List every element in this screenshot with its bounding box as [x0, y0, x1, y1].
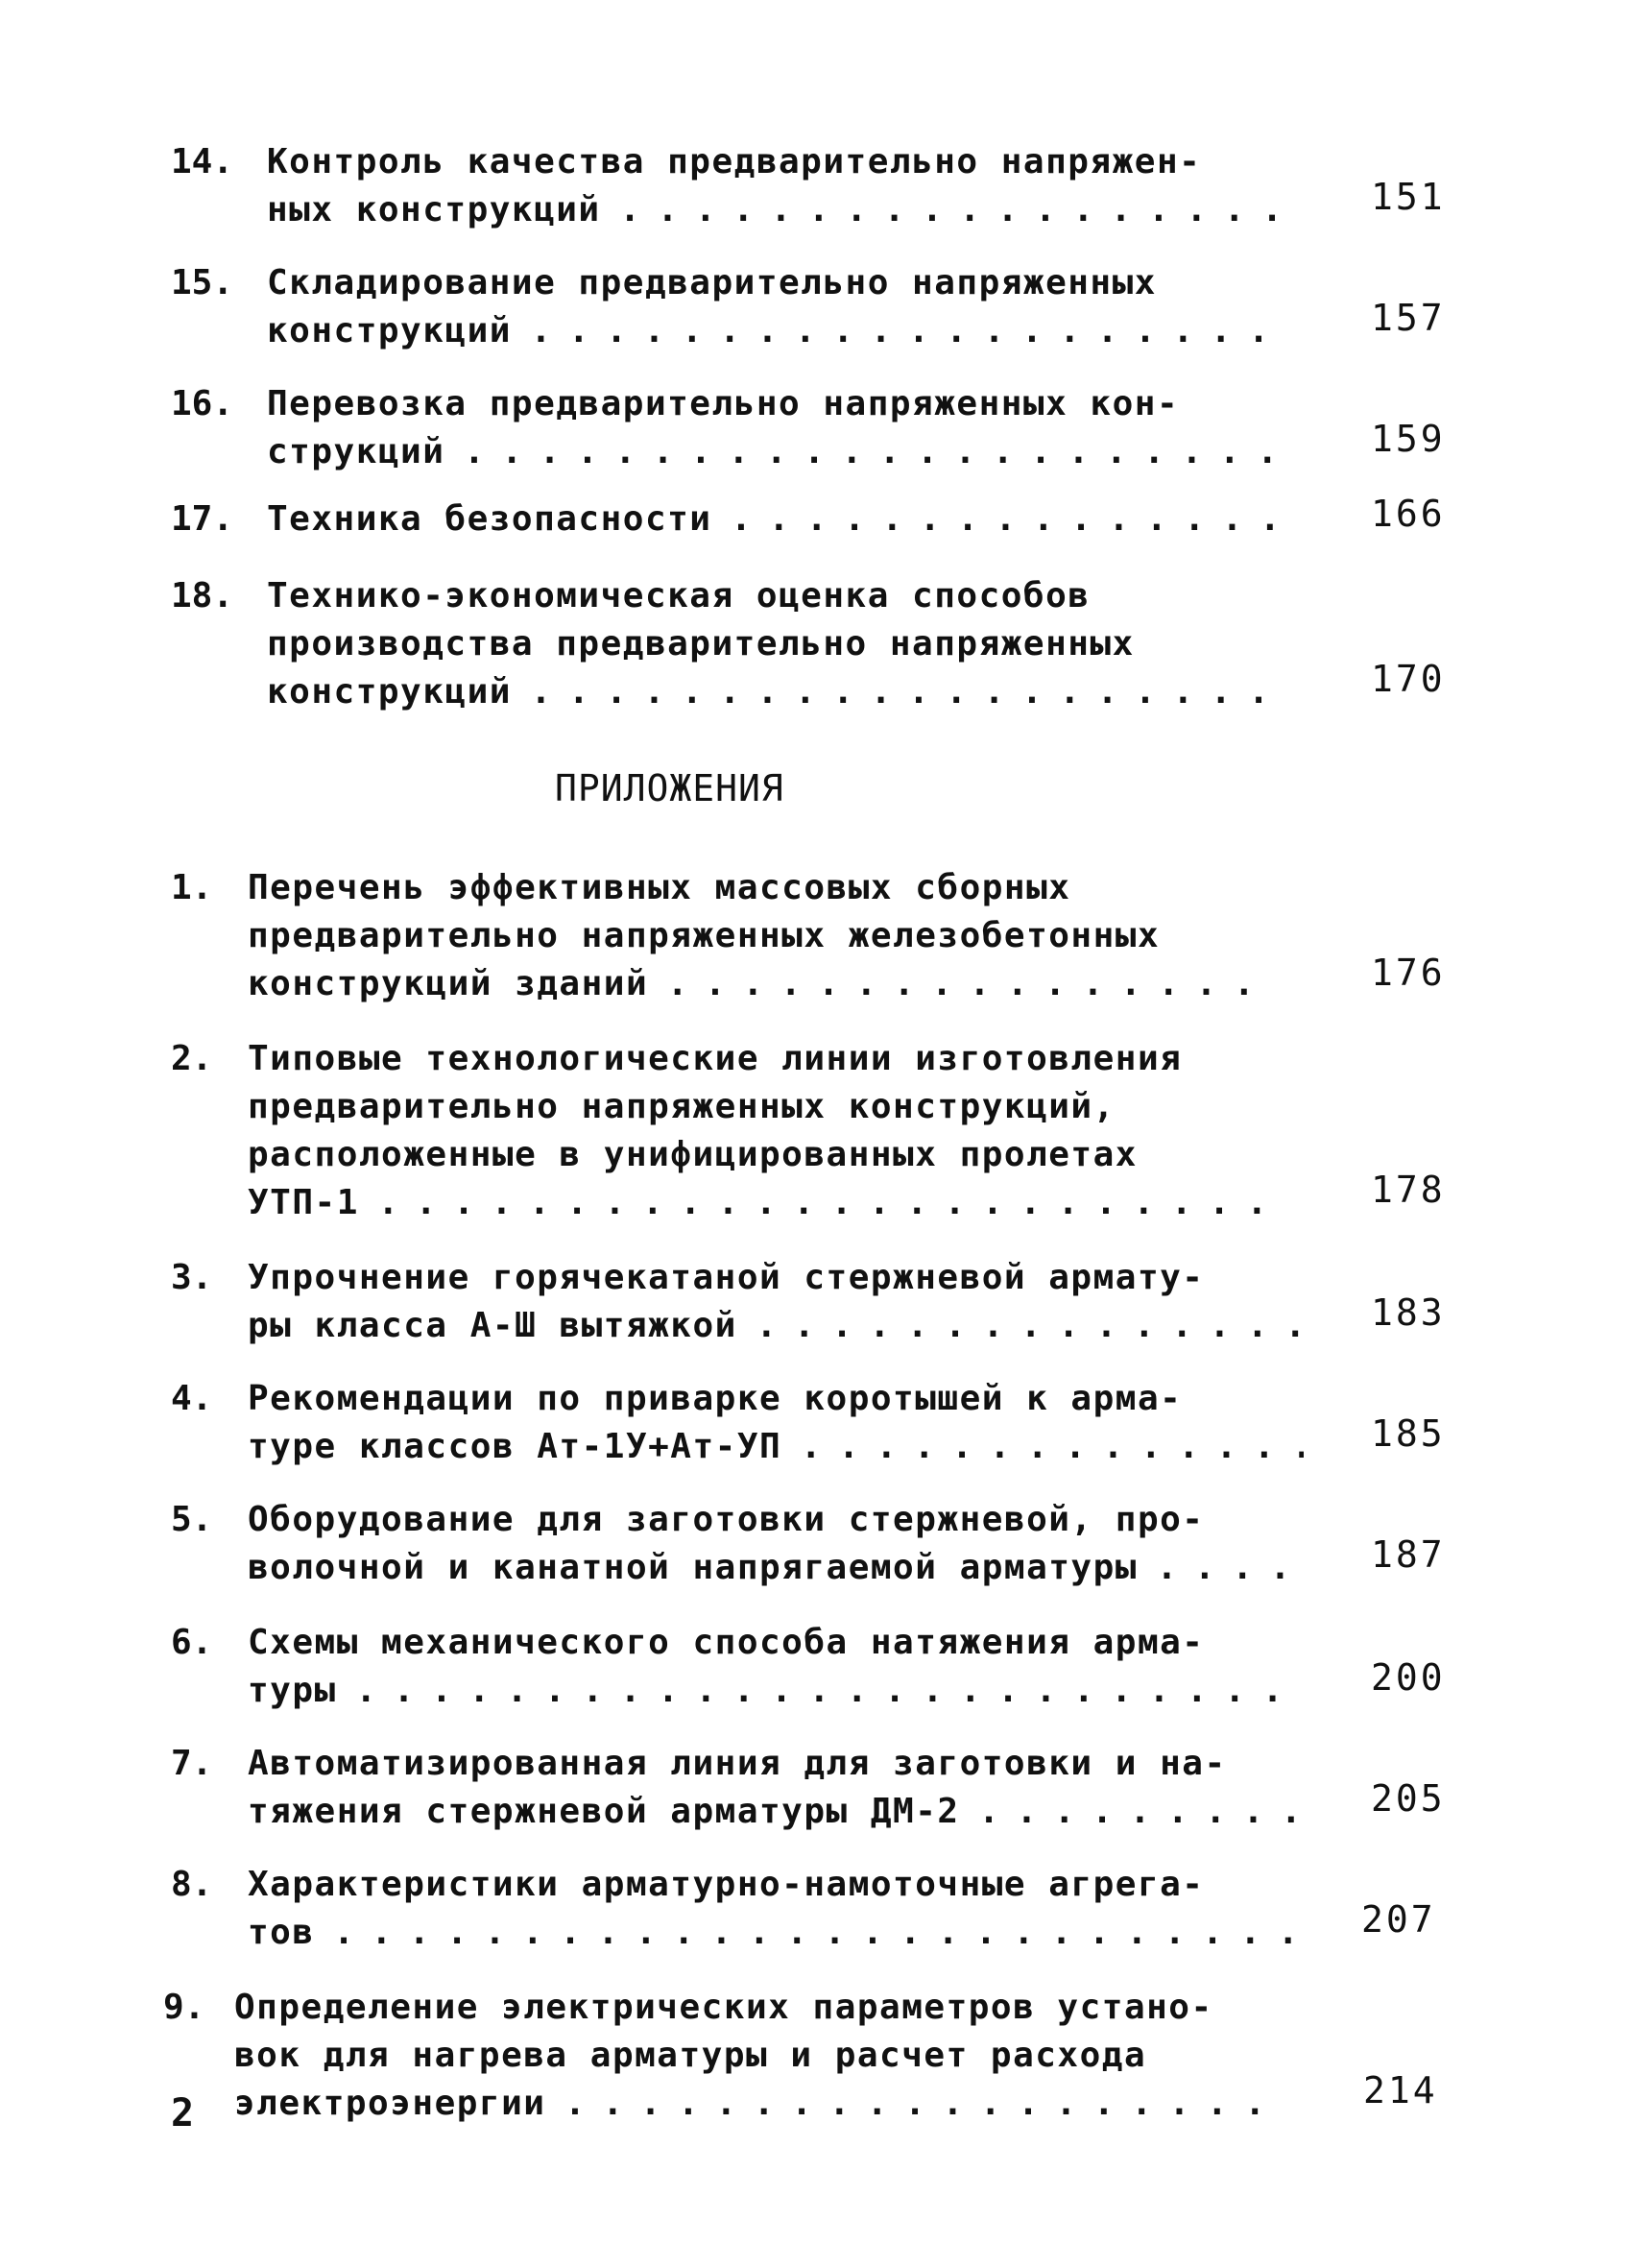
entry-number: 3.: [171, 1258, 213, 1297]
entry-title-line: волочной и канатной напрягаемой арматуры . . .: [248, 1544, 1304, 1592]
entry-number: 2.: [171, 1039, 213, 1078]
entry-title-line: Характеристики арматурно-намоточные агрега-: [248, 1865, 1205, 1904]
entry-number: 5.: [171, 1500, 213, 1539]
entry-number: 9.: [163, 1988, 205, 2027]
entry-title-line: тяжения стержневой арматуры ДМ-2 . . .: [248, 1788, 1304, 1836]
entry-title-line: Складирование предварительно напряженных: [267, 263, 1157, 302]
entry-title-line: Рекомендации по приварке коротышей к арма-: [248, 1379, 1183, 1418]
entry-title-line: ры класса А-Ш вытяжкой . . .: [248, 1302, 1304, 1350]
entry-title-line: Технико-экономическая оценка способов: [267, 576, 1091, 615]
entry-number: 4.: [171, 1379, 213, 1418]
entry-page-number: 151: [1371, 176, 1446, 218]
entry-page-number: 166: [1371, 493, 1446, 535]
entry-title-line: Перечень эффективных массовых сборных: [248, 868, 1071, 907]
entry-number: 15.: [171, 263, 234, 302]
entry-title-line: вок для нагрева арматуры и расчет расхода: [234, 2036, 1147, 2075]
entry-number: 17.: [171, 499, 234, 539]
entry-title-line: Оборудование для заготовки стержневой, про-: [248, 1500, 1205, 1539]
entry-page-number: 185: [1371, 1412, 1446, 1455]
entry-page-number: 176: [1371, 952, 1446, 994]
entry-title-line: ных конструкций . . .: [267, 186, 1284, 234]
entry-number: 1.: [171, 868, 213, 907]
entry-title-line: электроэнергии . . .: [234, 2080, 1271, 2128]
entry-title-line: туре классов Ат-1У+Ат-УП . . .: [248, 1423, 1304, 1471]
entry-page-number: 157: [1371, 297, 1446, 339]
entry-title-line: Упрочнение горячекатаной стержневой армату-: [248, 1258, 1205, 1297]
entry-title-line: Контроль качества предварительно напряжен-: [267, 142, 1202, 181]
entry-page-number: 187: [1371, 1533, 1446, 1576]
entry-number: 7.: [171, 1744, 213, 1783]
entry-title-line: Схемы механического способа натяжения арма-: [248, 1623, 1205, 1662]
entry-number: 16.: [171, 384, 234, 423]
entry-title-line: конструкций . . .: [267, 307, 1284, 355]
appendix-heading: ПРИЛОЖЕНИЯ: [555, 767, 784, 809]
entry-title-line: производства предварительно напряженных: [267, 624, 1135, 664]
entry-page-number: 200: [1371, 1656, 1446, 1699]
entry-title-line: конструкций зданий . . .: [248, 960, 1265, 1008]
entry-title-line: струкций . . .: [267, 428, 1284, 476]
entry-title-line: Техника безопасности . . .: [267, 495, 1284, 543]
entry-title-line: туры . . .: [248, 1667, 1304, 1715]
entry-page-number: 214: [1363, 2069, 1438, 2111]
entry-title-line: расположенные в унифицированных пролетах: [248, 1135, 1138, 1174]
entry-title-line: Автоматизированная линия для заготовки и на-: [248, 1744, 1227, 1783]
entry-title-line: тов . . .: [248, 1909, 1304, 1957]
entry-page-number: 205: [1371, 1777, 1446, 1820]
entry-page-number: 159: [1371, 418, 1446, 460]
entry-title-line: Типовые технологические линии изготовления: [248, 1039, 1183, 1078]
entry-title-line: УТП-1 . . .: [248, 1179, 1275, 1227]
entry-page-number: 178: [1371, 1169, 1446, 1211]
page-folio-number: 2: [171, 2091, 195, 2135]
entry-number: 6.: [171, 1623, 213, 1662]
entry-title-line: предварительно напряженных железобетонных: [248, 916, 1161, 955]
entry-number: 8.: [171, 1865, 213, 1904]
entry-page-number: 183: [1371, 1291, 1446, 1334]
entry-title-line: Перевозка предварительно напряженных кон-: [267, 384, 1180, 423]
entry-title-line: предварительно напряженных конструкций,: [248, 1087, 1116, 1126]
entry-title-line: Определение электрических параметров устано-: [234, 1988, 1213, 2027]
entry-number: 18.: [171, 576, 234, 615]
entry-page-number: 207: [1361, 1898, 1436, 1941]
entry-page-number: 170: [1371, 658, 1446, 700]
entry-title-line: конструкций . . .: [267, 668, 1284, 716]
entry-number: 14.: [171, 142, 234, 181]
